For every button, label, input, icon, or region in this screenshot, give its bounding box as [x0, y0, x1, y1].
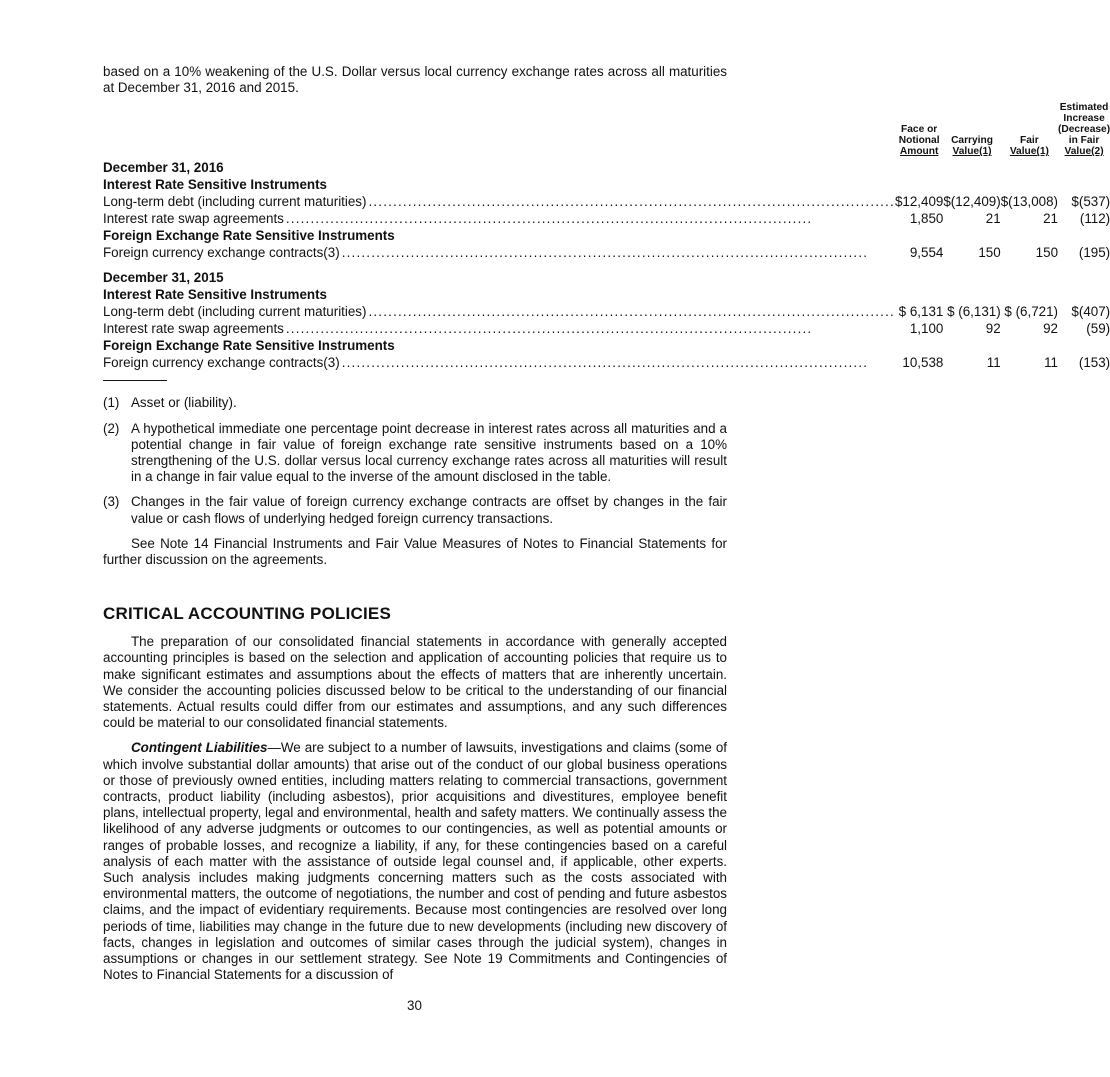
- table-spacer: [103, 261, 1110, 269]
- leader-dots: [340, 244, 895, 261]
- section-title: Interest Rate Sensitive Instruments: [103, 287, 327, 303]
- footnote-1: [103, 395, 727, 411]
- cell-face: 9,554: [909, 245, 944, 261]
- row-label: Long-term debt (including current maturities): [103, 304, 367, 320]
- row-label-cell: [103, 210, 895, 227]
- header-carrying-line: Carrying: [951, 135, 993, 147]
- row-label: Foreign currency exchange contracts(3): [103, 245, 340, 261]
- leader-dots: [366, 303, 894, 320]
- cell-estimated: (153): [1078, 355, 1110, 371]
- header-estimated-line: Estimated: [1059, 102, 1109, 114]
- cell-fair: 11: [1044, 355, 1059, 371]
- cell-fair: 92: [1043, 321, 1059, 337]
- row-label: Foreign currency exchange contracts(3): [103, 355, 340, 371]
- cell-carrying: 150: [978, 245, 1001, 261]
- row-label-cell: [103, 193, 895, 210]
- section-title: Foreign Exchange Rate Sensitive Instruments: [103, 338, 395, 354]
- footnote-text: Changes in the fair value of foreign currency exchange contracts are offset by changes in the fair value or cash flows of underlying hedged foreign currency transactions.: [131, 494, 727, 526]
- header-estimated: [1058, 102, 1110, 159]
- cell-face: 1,850: [909, 211, 944, 227]
- document-page: [103, 64, 1110, 984]
- leader-dots: [284, 320, 895, 337]
- group-date: December 31, 2016: [103, 160, 224, 176]
- table-row: [103, 337, 1110, 354]
- header-fair: [1001, 102, 1058, 159]
- row-label-cell: [103, 320, 895, 337]
- contingent-lead: Contingent Liabilities: [131, 740, 268, 756]
- section-heading: CRITICAL ACCOUNTING POLICIES: [103, 604, 391, 624]
- section-title: Interest Rate Sensitive Instruments: [103, 177, 327, 193]
- row-label: Interest rate swap agreements: [103, 211, 284, 227]
- cell-estimated: $(407): [1071, 304, 1110, 320]
- footnote-text: Asset or (liability).: [131, 395, 237, 411]
- row-label: Long-term debt (including current maturities): [103, 194, 367, 210]
- page-number: 30: [407, 998, 422, 1013]
- footnote-text: A hypothetical immediate one percentage point decrease in interest rates across all maturities and a potential change in fair value of foreign exchange rate sensitive instruments based on a 10% strengthening of the U.S. dollar versus local currency exchange rates across all maturities will result in a change in fair value equal to the inverse of the amount disclosed in the table.: [131, 420, 727, 485]
- group-date: December 31, 2015: [103, 270, 224, 286]
- table-row: [103, 159, 1110, 176]
- contingent-text: —We are subject to a number of lawsuits, investigations and claims (some of which involve substantial dollar amounts) that arise out of the conduct of our global business operations or those of previously owned entities, including matters relating to commercial transactions, government contracts, product liability (including asbestos), prior acquisitions and divestitures, employee benefit plans, intellectual property, legal and environmental, health and safety matters. We continually assess the likelihood of any adverse judgments or outcomes to our contingencies, as well as potential amounts or ranges of probable losses, and recognize a liability, if any, for these contingencies based on a careful analysis of each matter with the assistance of outside legal counsel and, if applicable, other experts. Such analysis includes making judgments concerning matters such as the costs associated with environmental matters, the outcome of negotiations, the number and cost of pending and future asbestos claims, and the impact of evidentiary requirements. Because most contingencies are resolved over long periods of time, liabilities may change in the future due to new developments (including new discovery of facts, changes in legislation and outcomes of similar cases through the judicial system), changes in assumptions or changes in our settlement strategy. See Note 19 Commitments and Contingencies of Notes to Financial Statements for a discussion of: [103, 740, 728, 983]
- cell-fair: $(13,008): [1000, 194, 1059, 210]
- row-label-cell: [103, 303, 895, 320]
- policies-intro-paragraph: The preparation of our consolidated financial statements in accordance with generally accepted accounting principles is based on the selection and application of accounting policies that require us to make significant estimates and assumptions about the effects of matters that are inherently uncertain. We consider the accounting policies discussed below to be critical to the understanding of our financial statements. Actual results could differ from our estimates and assumptions, and any such differences could be material to our consolidated financial statements.: [103, 634, 727, 731]
- table-row: [103, 354, 1110, 371]
- row-label: Interest rate swap agreements: [103, 321, 284, 337]
- contingent-liabilities-paragraph: [103, 740, 727, 983]
- footnote-number: (1): [103, 395, 120, 411]
- table-row: [103, 227, 1110, 244]
- header-fair-line: Value(1): [1009, 146, 1049, 158]
- leader-dots: [284, 210, 895, 227]
- footnote-number: (2): [103, 420, 120, 436]
- cell-fair: $ (6,721): [1004, 304, 1059, 320]
- table-row: [103, 210, 1110, 227]
- table-row: [103, 244, 1110, 261]
- header-face-line: Notional: [898, 135, 940, 147]
- table-row: [103, 303, 1110, 320]
- table-row: [103, 286, 1110, 303]
- cell-fair: 150: [1035, 245, 1059, 261]
- footnote-number: (3): [103, 494, 120, 510]
- cell-face: $12,409: [894, 194, 944, 210]
- cell-face: 1,100: [909, 321, 944, 337]
- header-carrying-line: Value(1): [952, 146, 992, 158]
- header-face-line: Amount: [899, 146, 939, 158]
- leader-dots: [366, 193, 894, 210]
- section-title: Foreign Exchange Rate Sensitive Instruments: [103, 228, 395, 244]
- header-estimated-line: Value(2): [1064, 146, 1104, 158]
- header-face-line: Face or: [901, 124, 938, 136]
- row-label-cell: [103, 354, 895, 371]
- cell-carrying: 21: [985, 211, 1001, 227]
- row-label-cell: [103, 244, 895, 261]
- footnote-3: [103, 494, 727, 526]
- header-estimated-line: (Decrease): [1058, 124, 1110, 136]
- cell-fair: 21: [1043, 211, 1059, 227]
- table-row: [103, 193, 1110, 210]
- cell-face: $ 6,131: [898, 304, 944, 320]
- note-reference-paragraph: See Note 14 Financial Instruments and Fair Value Measures of Notes to Financial Statements for further discussion on the agreements.: [103, 535, 727, 568]
- cell-estimated: (59): [1086, 321, 1110, 337]
- cell-face: 10,538: [902, 355, 944, 371]
- leader-dots: [340, 354, 895, 371]
- cell-estimated: $(537): [1071, 194, 1110, 210]
- table-row: [103, 269, 1110, 286]
- cell-estimated: (195): [1078, 245, 1110, 261]
- footnote-rule: [103, 380, 167, 381]
- header-carrying: [943, 102, 1000, 159]
- intro-paragraph: based on a 10% weakening of the U.S. Dollar versus local currency exchange rates across all maturities at December 31, 2016 and 2015.: [103, 64, 727, 96]
- market-risk-table: [103, 102, 1110, 371]
- footnote-2: [103, 421, 727, 486]
- table-header-row: [103, 102, 1110, 159]
- cell-carrying: $(12,409): [943, 194, 1001, 210]
- header-face: [895, 102, 943, 159]
- cell-carrying: 92: [985, 321, 1001, 337]
- table-row: [103, 176, 1110, 193]
- cell-carrying: $ (6,131): [947, 304, 1001, 320]
- cell-carrying: 11: [986, 355, 1001, 371]
- cell-estimated: (112): [1079, 211, 1110, 227]
- header-estimated-line: Increase: [1063, 113, 1105, 125]
- table-row: [103, 320, 1110, 337]
- header-estimated-line: in Fair: [1068, 135, 1100, 147]
- header-fair-line: Fair: [1020, 135, 1039, 147]
- header-blank: [103, 102, 895, 159]
